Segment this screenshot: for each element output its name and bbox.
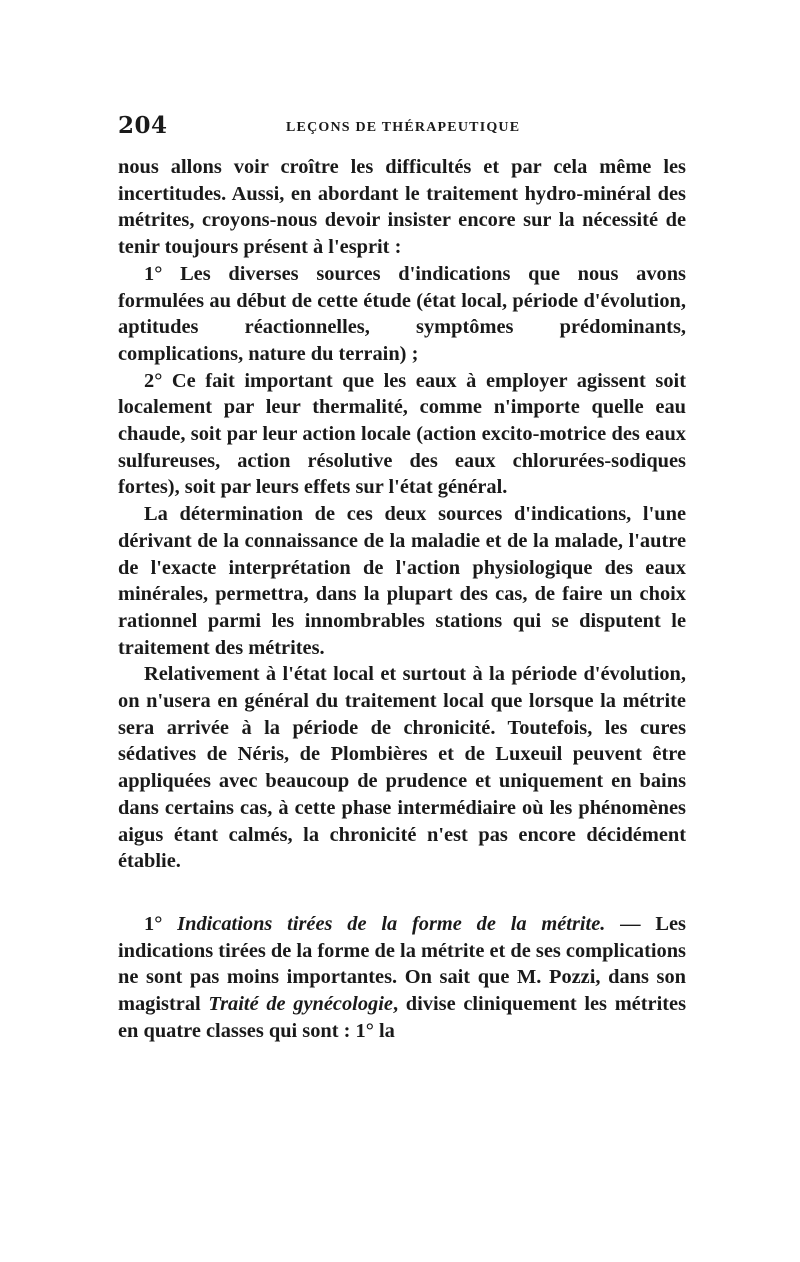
section-number: 1° <box>144 912 163 935</box>
book-title: Traité de gynécologie <box>208 993 393 1016</box>
page <box>118 112 686 1045</box>
paragraph-determination: La détermination de ces deux sources d'indications, l'une dérivant de la connaissance de la maladie et de la malade, l'autre de l'exacte interprétation de l'action physiologique des eaux minérales, permettra, dans la plupart des cas, de faire un choix rationnel parmi les innombrables stations qui se disputent le traitement des métrites. <box>118 503 686 659</box>
section-text: Les indications tirées de la forme de la métrite et de ses complications ne sont pas moins importantes. On sait que M. Pozzi, dans son magistral <box>118 912 686 1016</box>
page-number: 204 <box>118 112 168 139</box>
body-text <box>118 154 686 1045</box>
section-paragraph <box>118 911 686 1045</box>
paragraph-relativement: Relativement à l'état local et surtout à la période d'évolution, on n'usera en général du traitement local que lorsque la métrite sera arrivée à la période de chronicité. Toutefois, les cures sédatives de Néris, de Plombières et de Luxeuil peuvent être appliquées avec beaucoup de prudence et uniquement en bains dans certains cas, à cette phase intermédiaire où les phénomènes aigus étant calmés, la chronicité n'est pas encore décidément établie. <box>118 663 686 873</box>
paragraph-continuation: nous allons voir croître les difficultés et par cela même les incertitudes. Aussi, en abordant le traitement hydro-minéral des métrites, croyons-nous devoir insister encore sur la nécessité de tenir toujours présent à l'esprit : <box>118 156 686 259</box>
section-title: Indications tirées de la forme de la métrite. <box>177 912 606 935</box>
section-text-end: , divise cliniquement les métrites en quatre classes qui sont : 1° la <box>118 993 687 1042</box>
paragraph-item-2: 2° Ce fait important que les eaux à employer agissent soit localement par leur thermalité, comme n'importe quelle eau chaude, soit par leur action locale (action excito-motrice des eaux sulfureuses, action résolutive des eaux chlorurées-sodiques fortes), soit par leurs effets sur l'état général. <box>118 369 686 499</box>
running-title: LEÇONS DE THÉRAPEUTIQUE <box>286 120 521 135</box>
section-dash: — <box>605 912 641 935</box>
running-head <box>118 112 686 142</box>
paragraph-item-1: 1° Les diverses sources d'indications que nous avons formulées au début de cette étude (état local, période d'évolution, aptitudes réactionnelles, symptômes prédominants, complications, nature du terrain) ; <box>118 262 686 365</box>
